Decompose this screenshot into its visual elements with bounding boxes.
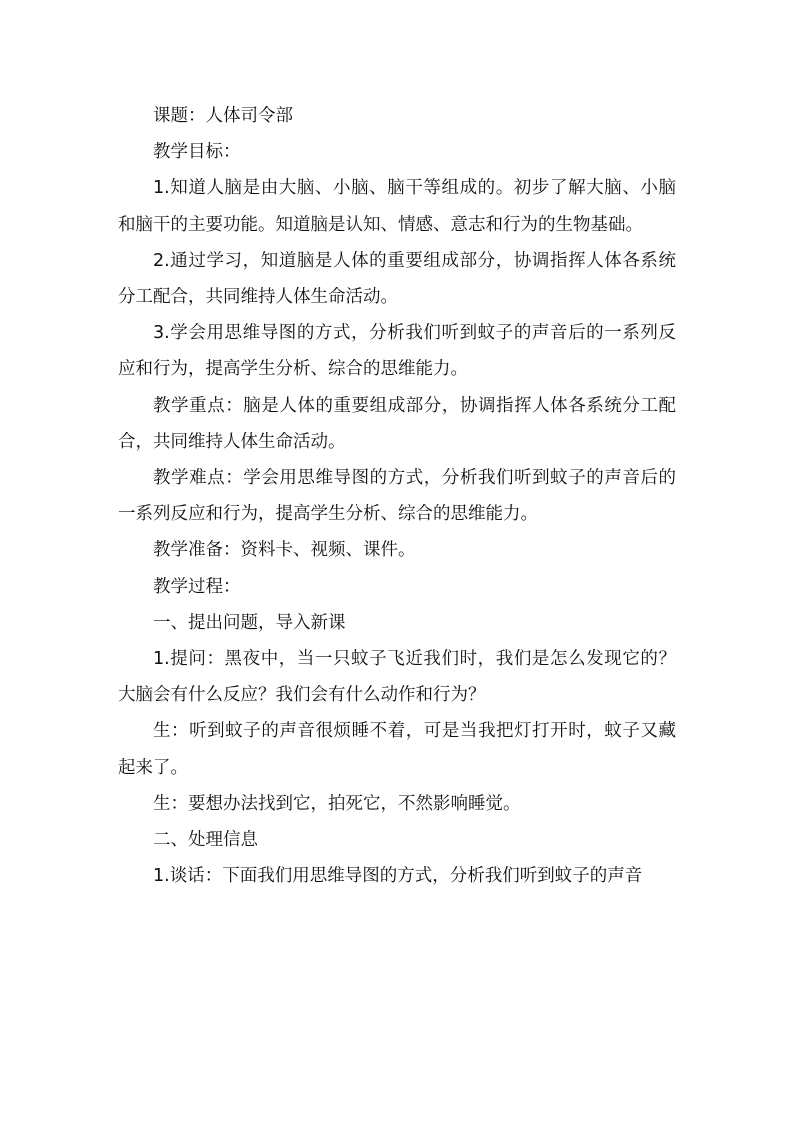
key-points: 教学重点：脑是人体的重要组成部分，协调指挥人体各系统分工配合，共同维持人体生命活动。	[118, 395, 676, 452]
question-paragraph: 1.提问：黑夜中，当一只蚊子飞近我们时，我们是怎么发现它的？大脑会有什么反应？我们会有什么动作和行为？	[118, 649, 676, 706]
objective-2: 2.通过学习，知道脑是人体的重要组成部分，协调指挥人体各系统分工配合，共同维持人体生命活动。	[118, 250, 676, 308]
objectives-heading: 教学目标：	[153, 142, 241, 163]
talk-paragraph: 1.谈话：下面我们用思维导图的方式，分析我们听到蚊子的声音	[153, 866, 643, 887]
student-answer-1: 生：听到蚊子的声音很烦睡不着，可是当我把灯打开时，蚊子又藏起来了。	[118, 721, 676, 778]
teaching-process-heading: 教学过程：	[153, 576, 241, 597]
objective-1: 1.知道人脑是由大脑、小脑、脑干等组成的。初步了解大脑、小脑和脑干的主要功能。知道脑是认知、情感、意志和行为的生物基础。	[118, 178, 676, 235]
section-1-heading: 一、提出问题，导入新课	[153, 612, 346, 633]
lesson-title: 课题：人体司令部	[153, 106, 293, 126]
teaching-preparation: 教学准备：资料卡、视频、课件。	[153, 540, 416, 561]
document-body	[118, 98, 676, 894]
objective-3: 3.学会用思维导图的方式，分析我们听到蚊子的声音后的一系列反应和行为，提高学生分析、综合的思维能力。	[118, 323, 676, 380]
student-answer-2: 生：要想办法找到它，拍死它，不然影响睡觉。	[153, 793, 521, 814]
section-2-heading: 二、处理信息	[153, 830, 258, 851]
difficult-points: 教学难点：学会用思维导图的方式，分析我们听到蚊子的声音后的一系列反应和行为，提高学生分析、综合的思维能力。	[118, 468, 676, 525]
